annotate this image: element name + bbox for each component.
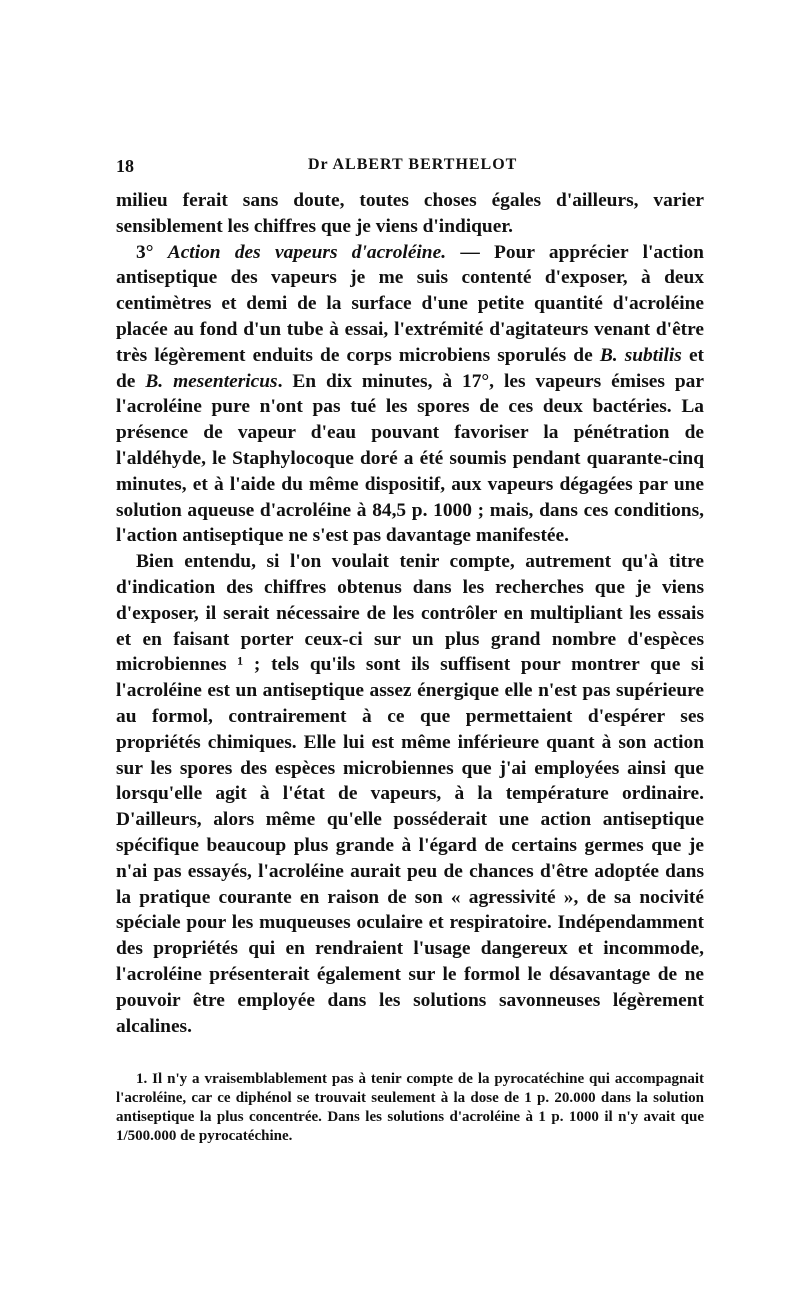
footnote-1: 1. Il n'y a vraisemblablement pas à tenir compte de la pyrocatéchine qui accompagnait l'acroléine, car ce diphénol se trouvait seulement à la dose de 1 p. 20.000 dans la solution antiseptique la plus concentrée. Dans les solutions d'acroléine à 1 p. 1000 il n'y avait que 1/500.000 de pyrocatéchine. (116, 1071, 704, 1144)
species-name-subtilis: B. subtilis (599, 344, 682, 366)
paragraph-continuation: milieu ferait sans doute, toutes choses égales d'ailleurs, varier sensiblement les chiffres que je viens d'indiquer. (116, 190, 704, 237)
footnotes (116, 1070, 704, 1146)
page-header (116, 156, 706, 180)
section-text-b: et de (116, 344, 705, 392)
section-text-c: . En dix minutes, à 17°, les vapeurs émises par l'acroléine pure n'ont pas tué les spores de ces deux bactéries. La présence de vapeur d'eau pouvant favoriser la pénétration de l'aldéhyde, le Staphylocoque doré a été soumis pendant quarante-cinq minutes, et à l'aide du même dispositif, aux vapeurs dégagées par une solution aqueuse d'acroléine à 84,5 p. 1000 ; mais, dans ces conditions, l'action antiseptique ne s'est pas davantage manifestée. (116, 370, 704, 547)
section-text-a: — Pour apprécier l'action antiseptique des vapeurs je me suis contenté d'exposer, à deux centimètres et demi de la surface d'une petite quantité d'acroléine placée au fond d'un tube à essai, l'extrémité d'agitateurs venant d'être très légèrement enduits de corps microbiens sporulés de (116, 241, 704, 366)
body-text (116, 188, 704, 1039)
section-title: Action des vapeurs d'acroléine. (167, 241, 447, 263)
species-name-mesentericus: B. mesentericus (145, 370, 278, 392)
running-head: Dr ALBERT BERTHELOT (308, 156, 518, 173)
paragraph-section-3 (116, 240, 704, 550)
paragraph-conclusion: Bien entendu, si l'on voulait tenir compte, autrement qu'à titre d'indication des chiffres obtenus dans les recherches que je viens d'exposer, il serait nécessaire de les contrôler en multipliant les essais et en faisant porter ceux-ci sur un plus grand nombre d'espèces microbiennes ¹ ; tels qu'ils sont ils suffisent pour montrer que si l'acroléine est un antiseptique assez énergique elle n'est pas supérieure au formol, contrairement à ce que permettaient d'espérer ses propriétés chimiques. Elle lui est même inférieure quant à son action sur les spores des espèces microbiennes que j'ai employées ainsi que lorsqu'elle agit à l'état de vapeurs, à la température ordinaire. D'ailleurs, alors même qu'elle posséderait une action antiseptique spécifique beaucoup plus grande à l'égard de certains germes que je n'ai pas essayés, l'acroléine aurait peu de chances d'être adoptée dans la pratique courante en raison de son « agressivité », de sa nocivité spéciale pour les muqueuses oculaire et respiratoire. Indépendamment des propriétés qui en rendraient l'usage dangereux et incommode, l'acroléine présenterait également sur le formol le désavantage de ne pouvoir être employée dans les solutions savonneuses légèrement alcalines. (116, 551, 704, 1037)
section-number: 3° (136, 241, 154, 263)
page-number: 18 (116, 156, 134, 176)
